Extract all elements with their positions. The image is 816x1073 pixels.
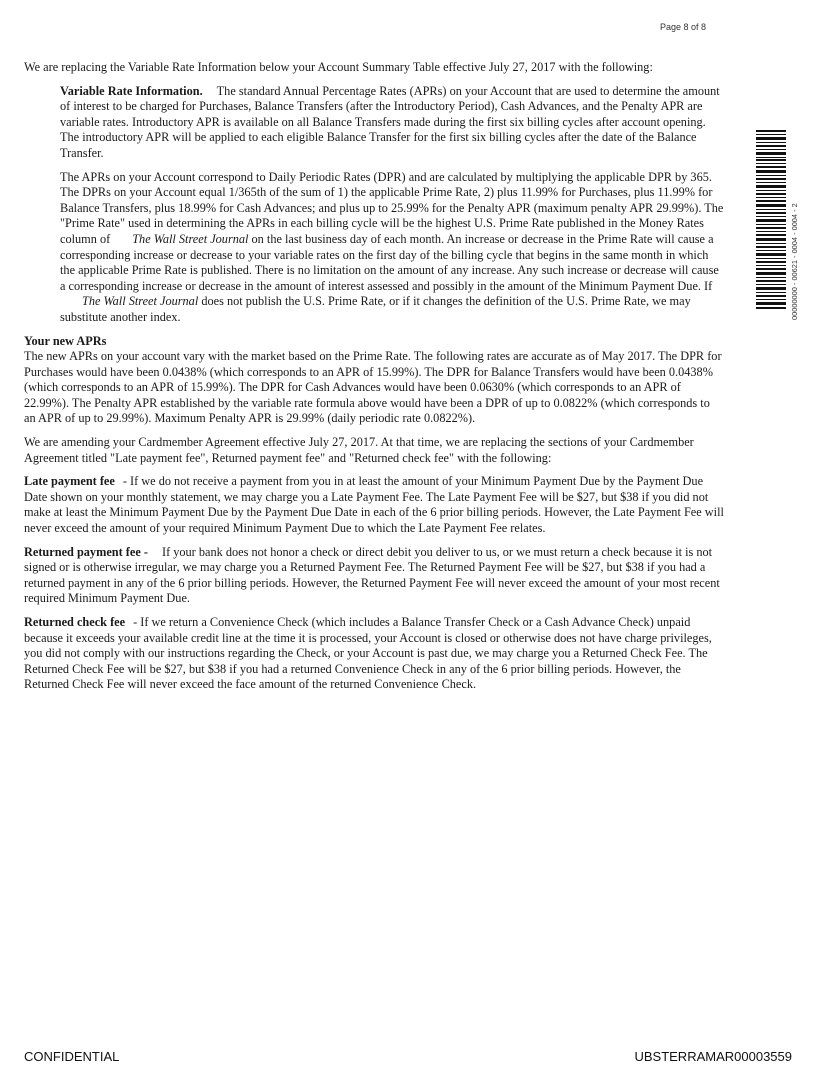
late-fee-heading: Late payment fee — [24, 474, 115, 489]
returned-payment-heading: Returned payment fee - — [24, 544, 148, 559]
returned-check-heading: Returned check fee — [24, 615, 126, 629]
apr-calculation-paragraph — [60, 170, 724, 326]
barcode-number: 00000000 - 00621 - 0004 - 0004 - 2 — [790, 203, 799, 320]
variable-rate-paragraph — [60, 84, 724, 162]
apr-calc-text-1: The APRs on your Account correspond to Daily Periodic Rates (DPR) and are calculated by multiplying the applicable DPR by 365. The DPRs on your Account equal 1/365th of the sum of 1) the applicable Prime Rate, 2) plus 11.99% for Purchases, plus 11.99% for Balance Transfers, plus 18.99% for Cash Advances; and plus up to 25.99% for the Penalty APR (maximum penalty APR 29.99%). The "Prime Rate" used in determining the APRs in each billing cycle will be the highest U.S. Prime Rate published in the Money Rates column of — [60, 169, 724, 246]
returned-payment-text: If your bank does not honor a check or direct debit you deliver to us, or we must return a check because it is not signed or is otherwise irregular, we may charge you a Returned Payment Fee. The Returned Payment Fee will be $27, but $38 if you had a returned payment in any of the 6 prior billing periods. However, the Returned Payment Fee will never exceed the amount of your most recent required Minimum Payment Due. — [24, 544, 720, 606]
journal-title-2: The Wall Street Journal — [82, 294, 199, 309]
page-number: Page 8 of 8 — [660, 22, 707, 32]
new-aprs-heading: Your new APRs — [24, 333, 107, 348]
returned-check-paragraph — [24, 615, 724, 693]
apr-calc-text-3: does not publish the U.S. Prime Rate, or if it changes the definition of the U.S. Prime Rate, we may substitute another index. — [60, 294, 691, 324]
journal-title-1: The Wall Street Journal — [132, 231, 249, 246]
late-fee-paragraph — [24, 474, 724, 536]
apr-calc-text-2: on the last business day of each month. An increase or decrease in the Prime Rate will cause a corresponding increase or decrease to your variable rates on the first day of the billing cycle that begins in the same month in which the applicable Prime Rate is published. There is no limitation on the amount of any increase. Any such increase or decrease will cause a corresponding increase or decrease in the amount of interest assessed and possibly in the amount of the Minimum Payment Due. If — [60, 231, 719, 293]
late-fee-text: - If we do not receive a payment from you in at least the amount of your Minimum Payment Due by the Payment Due Date shown on your monthly statement, we may charge you a Late Payment Fee. The Late Payment Fee will be $27, but $38 if you did not make at least the Minimum Payment Due by the Payment Due Date in each of the 6 prior billing periods. However, the Late Payment Fee will never exceed the amount of your required Minimum Payment Due to which the Late Payment Fee relates. — [24, 474, 724, 536]
new-aprs-paragraph: The new APRs on your account vary with the market based on the Prime Rate. The following rates are accurate as of May 2017. The DPR for Purchases would have been 0.0438% (which corresponds to an APR of 15.99%). The DPR for Balance Transfers would have been 0.0438% (which corresponds to an APR of 15.99%). The DPR for Cash Advances would have been 0.0630% (which corresponds to an APR of 22.99%). The Penalty APR established by the variable rate formula above would have been a DPR of up to 0.0822% (which corresponds to an APR of up to 29.99%). Maximum Penalty APR is 29.99% (daily periodic rate 0.0822%). — [24, 349, 722, 426]
document-body — [24, 60, 724, 701]
bates-number: UBSTERRAMAR00003559 — [634, 1049, 792, 1064]
confidential-label: CONFIDENTIAL — [24, 1049, 120, 1064]
variable-rate-heading: Variable Rate Information. — [60, 83, 203, 98]
amendment-paragraph: We are amending your Cardmember Agreement effective July 27, 2017. At that time, we are replacing the sections of your Cardmember Agreement titled "Late payment fee", Returned payment fee" and "Returned check fee" with the following: — [24, 435, 694, 465]
returned-check-text: - If we return a Convenience Check (which includes a Balance Transfer Check or a Cash Advance Check) unpaid because it exceeds your available credit line at the time it is processed, your Account is closed or otherwise does not have charge privileges, you did not comply with our instructions regarding the Check, or your Account is past due, we may charge you a Returned Check Fee. The Returned Check Fee will be $27, but $38 if you had a returned Convenience Check in any of the 6 prior billing periods. However, the Returned Check Fee will never exceed the face amount of the returned Convenience Check. — [24, 615, 712, 692]
intro-paragraph: We are replacing the Variable Rate Information below your Account Summary Table effective July 27, 2017 with the following: — [24, 60, 653, 74]
returned-payment-paragraph — [24, 545, 724, 607]
variable-rate-text: The standard Annual Percentage Rates (APRs) on your Account that are used to determine the amount of interest to be charged for Purchases, Balance Transfers (after the Introductory Period), Cash Advances, and the Penalty APR are variable rates. Introductory APR is available on all Balance Transfers made during the first six billing cycles after account opening. The introductory APR will be applied to each eligible Balance Transfer for the first six billing cycles after the date of the Balance Transfer. — [60, 83, 720, 160]
